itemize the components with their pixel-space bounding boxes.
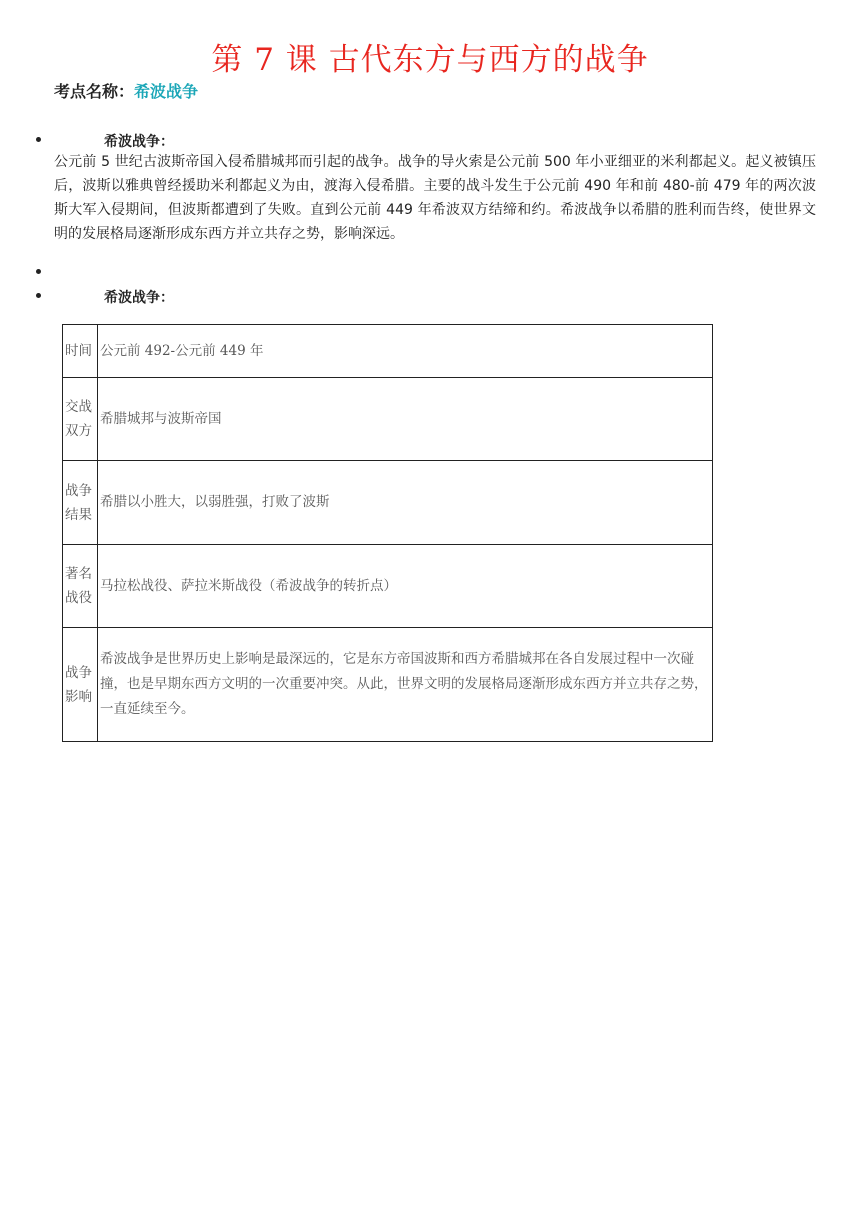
table-row: [63, 545, 713, 628]
info-table: [62, 324, 713, 742]
table-key-cell: 著名战役: [63, 545, 98, 628]
table-row: [63, 325, 713, 378]
table-value-cell: 公元前 492-公元前 449 年: [98, 325, 713, 378]
table-value-cell: 希腊以小胜大，以弱胜强，打败了波斯: [98, 461, 713, 545]
intro-paragraph: 公元前 5 世纪古波斯帝国入侵希腊城邦而引起的战争。战争的导火索是公元前 500 年小亚细亚的米利都起义。起义被镇压后，波斯以雅典曾经援助米利都起义为由，渡海入侵希腊。主要的战斗发生于公元前 490 年和前 480-前 479 年的两次波斯大军入侵期间，但波斯都遭到了失败。直到公元前 449 年希波双方结缔和约。希波战争以希腊的胜利而告终，使世界文明的发展格局逐渐形成东西方并立共存之势，影响深远。: [54, 154, 816, 242]
table-key-cell: 时间: [63, 325, 98, 378]
topic-label: 考点名称：: [54, 82, 135, 101]
table-key-cell: 交战双方: [63, 378, 98, 461]
topic-line: [54, 79, 198, 102]
table-key-cell: 战争影响: [63, 628, 98, 742]
bullet-dot: [36, 293, 41, 298]
topic-value: 希波战争: [134, 82, 199, 101]
table-value-cell: 希波战争是世界历史上影响是最深远的，它是东方帝国波斯和西方希腊城邦在各自发展过程中一次碰撞，也是早期东西方文明的一次重要冲突。从此，世界文明的发展格局逐渐形成东西方并立共存之势，一直延续至今。: [98, 628, 713, 742]
table-value-cell: 马拉松战役、萨拉米斯战役（希波战争的转折点）: [98, 545, 713, 628]
bullet-dot: [36, 269, 41, 274]
list-item-label: 希波战争：: [104, 134, 174, 150]
table-value-cell: 希腊城邦与波斯帝国: [98, 378, 713, 461]
page-title: 第 7 课 古代东方与西方的战争: [211, 42, 649, 78]
table-row: [63, 628, 713, 742]
list-item-label: 希波战争：: [104, 290, 174, 306]
table-key-cell: 战争结果: [63, 461, 98, 545]
table-row: [63, 461, 713, 545]
table-row: [63, 378, 713, 461]
bullet-dot: [36, 137, 41, 142]
